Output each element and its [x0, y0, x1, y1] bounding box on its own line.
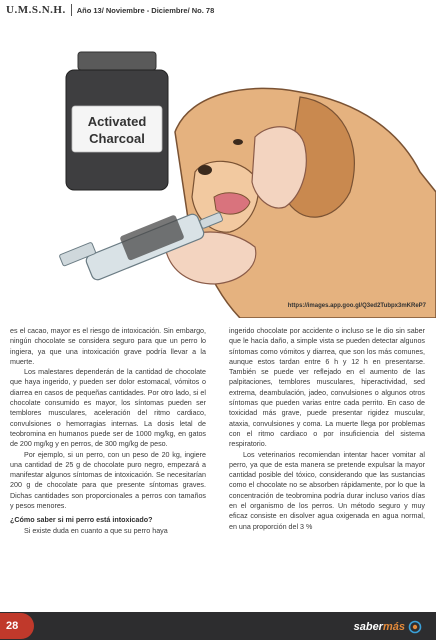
- right-column: [229, 326, 425, 532]
- illustration-drawing: [0, 22, 436, 318]
- charcoal-bottle: [66, 52, 168, 190]
- section-subheading: ¿Cómo saber si mi perro está intoxicado?: [10, 516, 153, 525]
- brand-part-1: saber: [353, 621, 383, 633]
- brand-part-2: más: [382, 621, 405, 633]
- brand-symbol-icon: [408, 620, 422, 634]
- bottle-label-line2: Charcoal: [89, 131, 145, 146]
- journal-name: U.M.S.N.H.: [6, 4, 66, 16]
- page-header: [0, 0, 436, 20]
- left-paragraph-2: Los malestares dependerán de la cantidad de chocolate que haya ingerido, y pueden ser dolor estomacal, vómitos o diarrea en casos de pequeñas cantidades. Por otro lado, si el chocolate consumido es mayor, los síntomas pueden ser temblores musculares, aceleración del ritmo cardiaco, convulsiones o hemorragias internas. La dosis letal de teobromina en humanos puede ser de 1000 mg/kg, en gatos de 200 mg/kg y en perros, de 300 mg/kg de peso.: [10, 368, 206, 449]
- left-paragraph-4: Si existe duda en cuanto a que su perro haya: [24, 526, 168, 535]
- issue-info: Año 13/ Noviembre - Diciembre/ No. 78: [76, 5, 215, 15]
- page-number-badge: [0, 613, 34, 639]
- dog-nose: [198, 165, 212, 175]
- charcoal-illustration: [0, 22, 436, 318]
- page-number: 28: [6, 620, 19, 632]
- brand-logo: [354, 620, 422, 634]
- left-paragraph-3: Por ejemplo, si un perro, con un peso de 20 kg, ingiere una cantidad de 25 g de chocolate puro negro, empezará a manifestar algunos síntomas de intoxicación. Se necesitarían 200 g de chocolate para que presente síntomas graves. Dichas cantidades son proporcionales a perros con tamaños y pesos menores.: [10, 450, 206, 511]
- header-divider: [71, 4, 72, 16]
- left-column: [10, 326, 206, 536]
- image-credit: https://images.app.goo.gl/Q3ed2Tubpx3mKReP7: [287, 303, 426, 309]
- bottle-label-line1: Activated: [87, 114, 147, 129]
- page-footer: [0, 612, 436, 640]
- right-paragraph-1: ingerido chocolate por accidente o incluso se le dio sin saber que le hacía daño, a simple vista se pueden detectar algunos síntomas como vómitos y diarrea, que son los más comunes, aunque estos tardan entre 6 h y 12 h en presentarse. También se puede ver reflejado en el aumento de las palpitaciones, temblores musculares, hiperactividad, sed extrema, deambulación, jadeo, convulsiones o algunos otros síntomas que pueden varias entre cada perrito. En caso de toxicidad más grave, puede presentar rigidez muscular, ataxia, convulsiones y coma. La muerte llega por problemas con el ritmo cardiaco o por insuficiencia del sistema respiratorio.: [229, 327, 425, 449]
- dog-eye: [233, 139, 243, 145]
- left-paragraph-1: es el cacao, mayor es el riesgo de intoxicación. Sin embargo, ningún chocolate se considera seguro para que un perro lo ingiera, ya que una intoxicación grave podría llevar a la muerte.: [10, 327, 206, 366]
- right-paragraph-2: Los veterinarios recomiendan intentar hacer vomitar al perro, ya que de esta manera se pretende expulsar la mayor cantidad posible del tóxico, considerando que las sustancias como el chocolate no se absorben rápidamente, por lo que la concentración de teobromina podría durar incluso varios días en el organismo de los perros. Un método seguro y muy eficaz consiste en disolver agua oxigenada en agua normal, en una proporción del 3 %: [229, 450, 425, 531]
